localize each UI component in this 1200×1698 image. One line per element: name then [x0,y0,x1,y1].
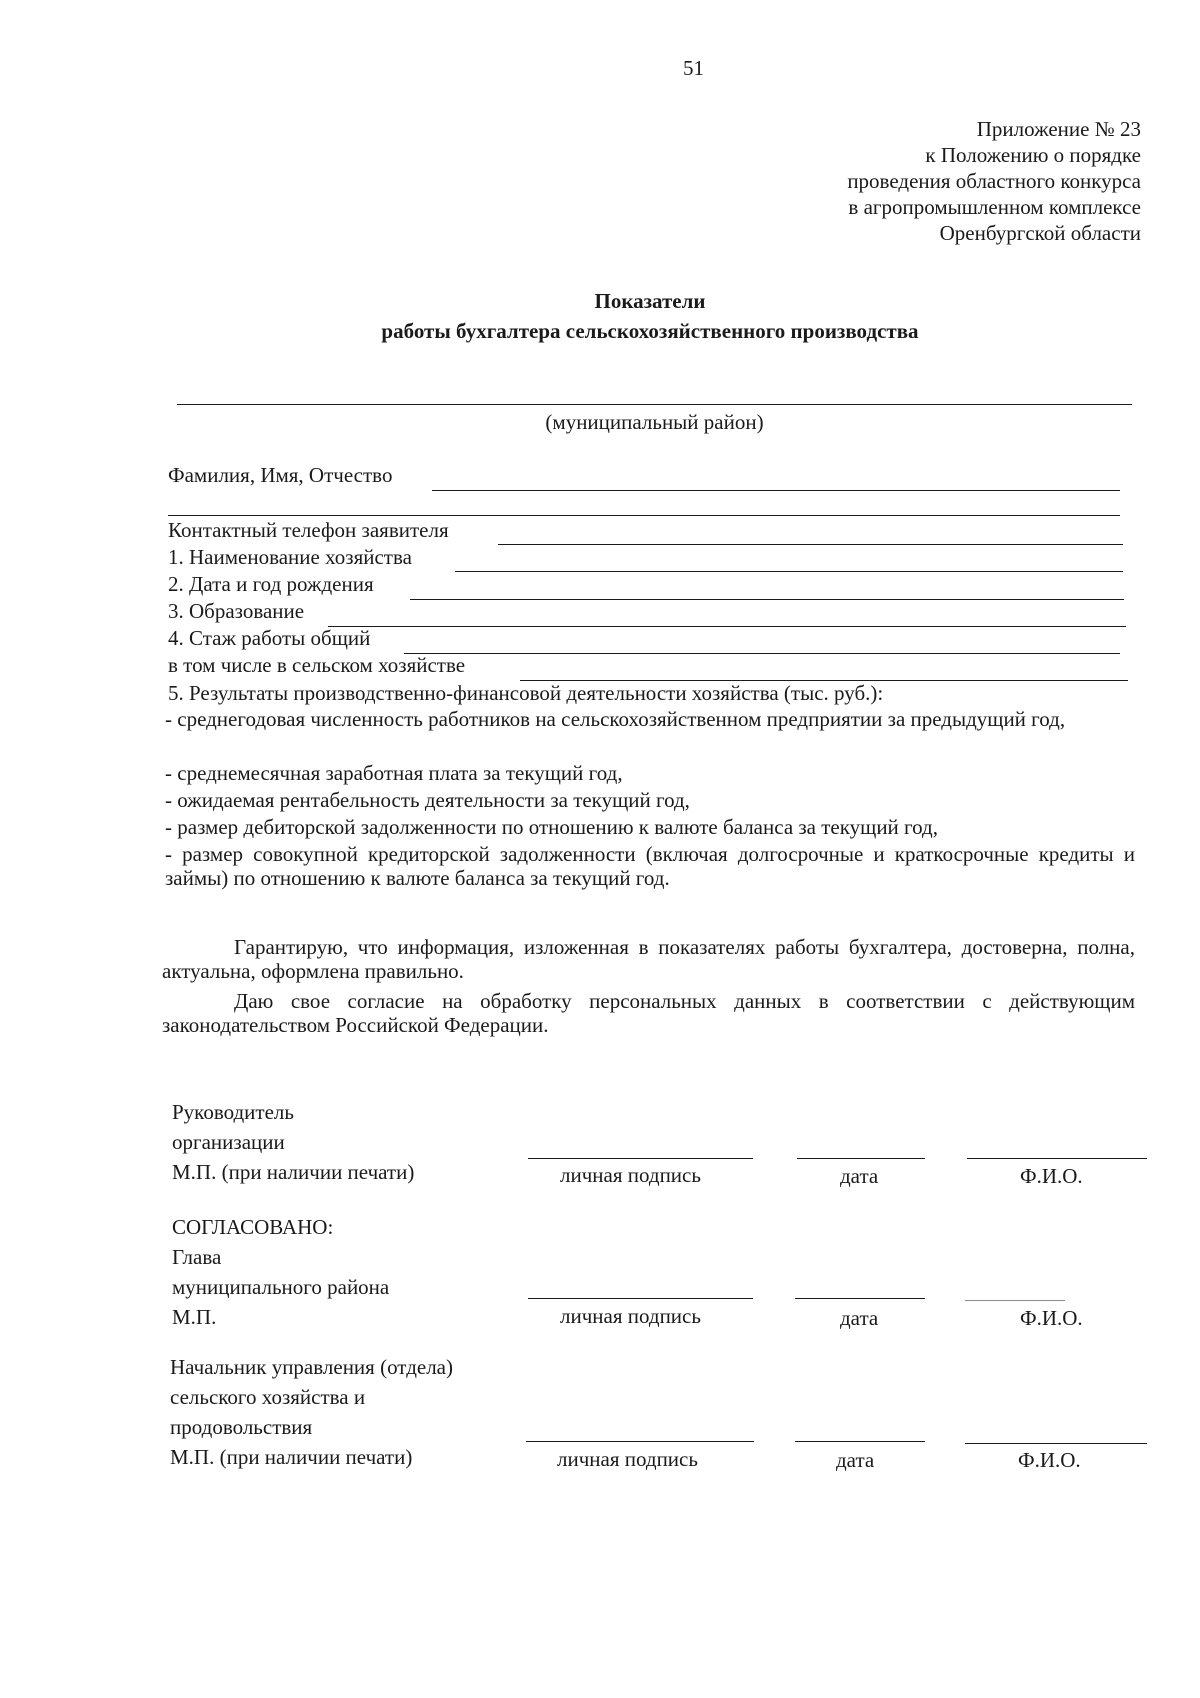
district-caption: (муниципальный район) [545,410,764,434]
education-label: 3. Образование [168,599,305,623]
title-line-2: работы бухгалтера сельскохозяйственного производства [381,319,919,343]
fio-field-continued[interactable] [168,515,1120,516]
page-number: 51 [683,56,704,80]
experience-total-label: 4. Стаж работы общий [168,626,371,650]
head-title-2: организации [172,1130,285,1154]
agri-dept-title-2: сельского хозяйства и [170,1385,366,1409]
agri-dept-stamp: М.П. (при наличии печати) [170,1445,413,1469]
signature-block-head [172,1097,414,1187]
results-item-1: - среднегодовая численность работников на сельскохозяйственном предприятии за предыдущий год, [165,707,1066,731]
agri-dept-title-3: продовольствия [170,1415,313,1439]
head-date-caption: дата [840,1164,879,1188]
results-item-3: - ожидаемая рентабельность деятельности за текущий год, [165,788,690,812]
experience-total-field[interactable] [404,653,1120,654]
appendix-number: Приложение № 23 [976,117,1141,141]
results-item-4: - размер дебиторской задолженности по отношению к валюте баланса за текущий год, [165,815,938,839]
fio-field[interactable] [432,490,1120,491]
head-name-caption: Ф.И.О. [1020,1164,1083,1188]
head-stamp: М.П. (при наличии печати) [172,1160,415,1184]
district-signature-field[interactable] [528,1298,753,1299]
agri-dept-signature-caption: личная подпись [557,1447,698,1471]
agri-dept-date-field[interactable] [795,1441,925,1442]
district-name-field[interactable] [965,1300,1065,1301]
experience-agri-label: в том числе в сельском хозяйстве [168,653,466,677]
education-field[interactable] [328,626,1126,627]
agri-dept-signature-field[interactable] [526,1441,754,1442]
agri-dept-title-1: Начальник управления (отдела) [170,1355,453,1379]
appendix-line-4: в агропромышленном комплексе [848,195,1141,219]
head-signature-field[interactable] [528,1158,753,1159]
agri-dept-date-caption: дата [836,1448,875,1472]
district-date-caption: дата [840,1306,879,1330]
signature-block-district [172,1212,389,1332]
approved-label: СОГЛАСОВАНО: [172,1215,334,1239]
birth-label: 2. Дата и год рождения [168,572,374,596]
appendix-line-5: Оренбургской области [939,221,1141,245]
agri-dept-name-field[interactable] [965,1443,1147,1444]
district-head-title-1: Глава [172,1245,222,1269]
document-title [160,286,1140,346]
head-title-1: Руководитель [172,1100,294,1124]
appendix-header [847,116,1141,246]
guarantee-statement: Гарантирую, что информация, изложенная в показателях работы бухгалтера, достоверна, полна, актуальна, оформлена правильно. [162,935,1135,983]
phone-label: Контактный телефон заявителя [168,518,449,542]
signature-block-agri-dept [170,1352,453,1472]
district-signature-caption: личная подпись [560,1304,701,1328]
phone-field[interactable] [498,544,1123,545]
birth-field[interactable] [410,599,1124,600]
results-heading: 5. Результаты производственно-финансовой деятельности хозяйства (тыс. руб.): [168,681,884,705]
farm-name-label: 1. Наименование хозяйства [168,545,412,569]
district-name-caption: Ф.И.О. [1020,1306,1083,1330]
results-item-5: - размер совокупной кредиторской задолженности (включая долгосрочные и краткосрочные кредиты и займы) по отношению к валюте баланса за текущий год. [165,842,1135,890]
consent-statement: Даю свое согласие на обработку персональных данных в соответствии с действующим законодательством Российской Федерации. [162,989,1135,1037]
district-head-title-2: муниципального района [172,1275,390,1299]
district-date-field[interactable] [795,1298,925,1299]
agri-dept-name-caption: Ф.И.О. [1018,1448,1081,1472]
district-stamp: М.П. [172,1305,217,1329]
district-line [177,404,1132,405]
fio-label: Фамилия, Имя, Отчество [168,463,393,487]
head-date-field[interactable] [797,1158,925,1159]
head-name-field[interactable] [967,1158,1147,1159]
head-signature-caption: личная подпись [560,1163,701,1187]
appendix-line-3: проведения областного конкурса [847,169,1141,193]
title-line-1: Показатели [594,289,706,313]
appendix-line-2: к Положению о порядке [925,143,1141,167]
farm-name-field[interactable] [455,571,1123,572]
results-item-2: - среднемесячная заработная плата за текущий год, [165,761,623,785]
